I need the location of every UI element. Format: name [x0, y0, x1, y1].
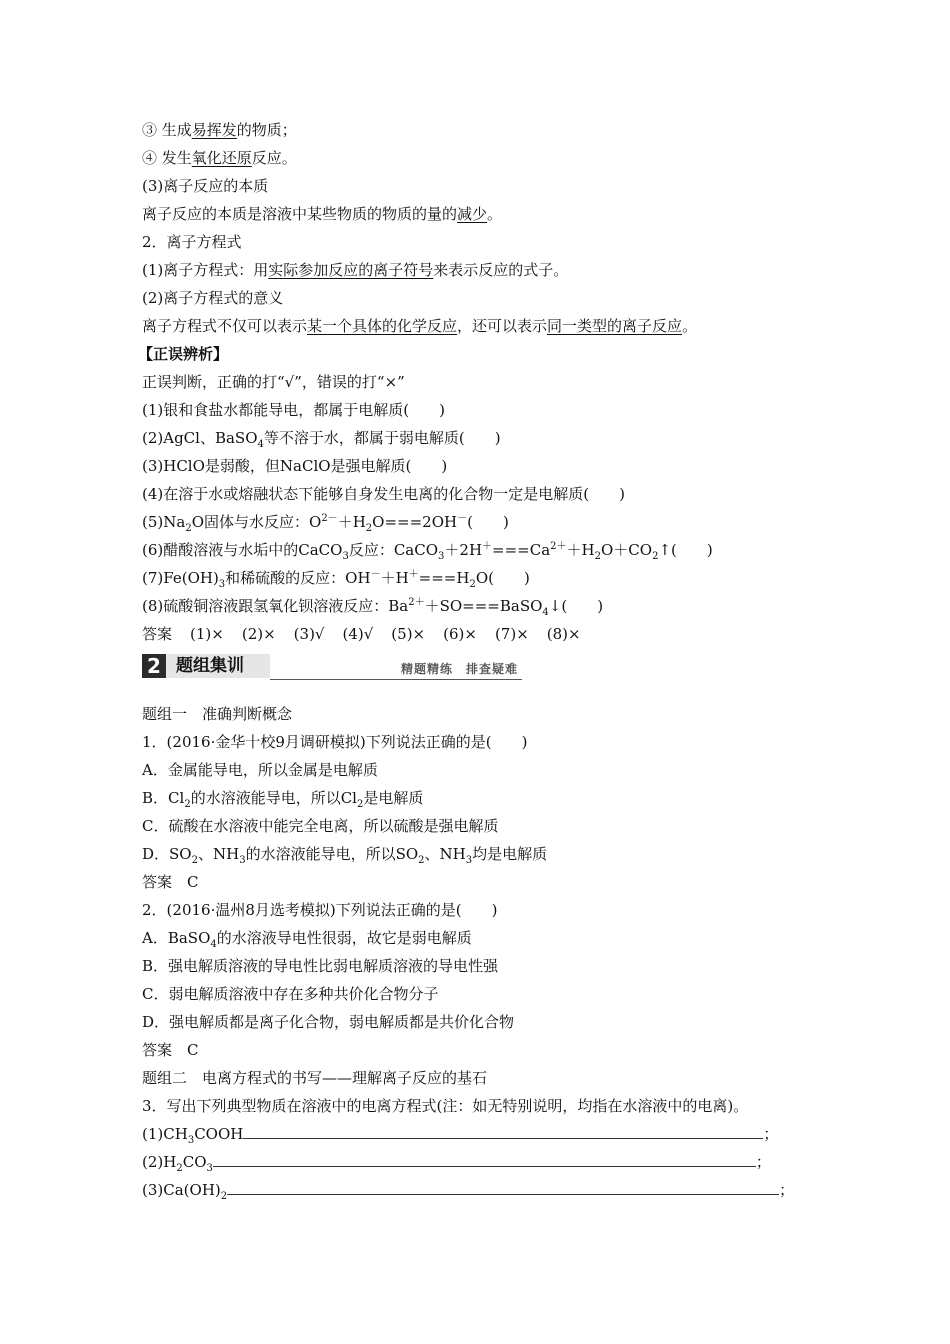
fill-in-line: $(1)CH_3COOH$ ； — [142, 1125, 779, 1146]
answer-item: (6)× — [443, 625, 477, 643]
section-banner — [142, 654, 522, 680]
answer-label: 答案 — [142, 625, 173, 643]
answer-item: (5)× — [391, 625, 426, 643]
option: A．BaSO$_4$的水溶液导电性很弱，故它是弱电解质 — [142, 929, 472, 950]
option: A．金属能导电，所以金属是电解质 — [142, 761, 378, 779]
subheading: (2)离子方程式的意义 — [142, 289, 284, 307]
question: 1．(2016·金华十校9月调研模拟)下列说法正确的是( ) — [142, 733, 528, 751]
answer-blank[interactable] — [243, 1124, 763, 1139]
judgement-item: (3)HClO是弱酸，但NaClO是强电解质( ) — [142, 457, 448, 475]
answer-line: 答案 C — [142, 1041, 199, 1059]
banner-rule — [270, 679, 522, 680]
text-line: 离子反应的本质是溶液中某些物质的物质的量的减少。 — [142, 205, 503, 223]
judgement-item: (2)AgCl、BaSO$_4$等不溶于水，都属于弱电解质( ) — [142, 429, 501, 450]
banner-title-band — [166, 654, 270, 678]
underlined-term: 氧化还原 — [191, 149, 252, 167]
judgement-item: (1)银和食盐水都能导电，都属于电解质( ) — [142, 401, 445, 419]
underlined-term: 某一个具体的化学反应 — [307, 317, 458, 335]
underlined-term: 易挥发 — [191, 121, 237, 139]
judgement-item: (4)在溶于水或熔融状态下能够自身发生电离的化合物一定是电解质( ) — [142, 485, 625, 503]
question: 2．(2016·温州8月选考模拟)下列说法正确的是( ) — [142, 901, 498, 919]
judgement-item: $(7)Fe(OH)_3$和稀硫酸的反应：$OH^-+H^+===H_2O$( ) — [142, 569, 530, 590]
banner-tag: 精题精练 排查疑难 — [400, 662, 518, 676]
answer-item: (8)× — [546, 625, 581, 643]
option: C．弱电解质溶液中存在多种共价化合物分子 — [142, 985, 439, 1003]
text-line: ④ 发生氧化还原反应。 — [142, 149, 297, 167]
underlined-term: 实际参加反应的离子符号 — [268, 261, 434, 279]
section-number: 2 — [142, 654, 166, 678]
answer-blank[interactable] — [213, 1152, 756, 1167]
banner-title: 题组集训 — [176, 656, 244, 676]
underlined-term: 同一类型的离子反应 — [547, 317, 683, 335]
fill-in-line: $(2)H_2CO_3$ ； — [142, 1153, 771, 1174]
judgement-item: (6)醋酸溶液与水垢中的CaCO$_3$反应：$CaCO_3+2H^+===Ca^{2+}+H_2O+CO_2↑$( ) — [142, 541, 713, 562]
instruction: 正误判断，正确的打“√”，错误的打“×” — [142, 373, 405, 391]
option: C．硫酸在水溶液中能完全电离，所以硫酸是强电解质 — [142, 817, 499, 835]
subheading: (3)离子反应的本质 — [142, 177, 269, 195]
question: 3．写出下列典型物质在溶液中的电离方程式(注：如无特别说明，均指在水溶液中的电离)。 — [142, 1097, 749, 1115]
fill-in-line: $(3)Ca(OH)_2$ ； — [142, 1181, 795, 1202]
text-line: 离子方程式不仅可以表示某一个具体的化学反应，还可以表示同一类型的离子反应。 — [142, 317, 698, 335]
answer-item: (4)√ — [342, 625, 374, 643]
underlined-term: 减少 — [457, 205, 488, 223]
group-heading: 题组二 电离方程式的书写——理解离子反应的基石 — [142, 1069, 488, 1087]
answer-item: (7)× — [494, 625, 529, 643]
judgement-item: (8)硫酸铜溶液跟氢氧化钡溶液反应：$Ba^{2+}+SO===BaSO_4↓$( ) — [142, 597, 604, 618]
group-heading: 题组一 准确判断概念 — [142, 705, 293, 723]
judgement-item: $(5)Na_2O$固体与水反应：$O^{2-}+H_2O===2OH^-$( ) — [142, 513, 509, 534]
answer-item: (3)√ — [293, 625, 325, 643]
text-line: (1)离子方程式：用实际参加反应的离子符号来表示反应的式子。 — [142, 261, 569, 279]
answer-blank[interactable] — [227, 1180, 779, 1195]
answer-line — [142, 624, 599, 644]
option: B．$Cl_2$的水溶液能导电，所以$Cl_2$是电解质 — [142, 789, 424, 810]
option: D．$SO_2$、$NH_3$的水溶液能导电，所以$SO_2$、$NH_3$均是电解质 — [142, 845, 548, 866]
answer-item: (1)× — [190, 625, 224, 643]
answer-line: 答案 C — [142, 873, 199, 891]
bracket-heading: 【正误辨析】 — [138, 345, 229, 363]
text-line: ③ 生成易挥发的物质； — [142, 121, 297, 139]
option: D．强电解质都是离子化合物，弱电解质都是共价化合物 — [142, 1013, 515, 1031]
section-heading: 2．离子方程式 — [142, 233, 242, 251]
answer-item: (2)× — [241, 625, 276, 643]
option: B．强电解质溶液的导电性比弱电解质溶液的导电性强 — [142, 957, 499, 975]
